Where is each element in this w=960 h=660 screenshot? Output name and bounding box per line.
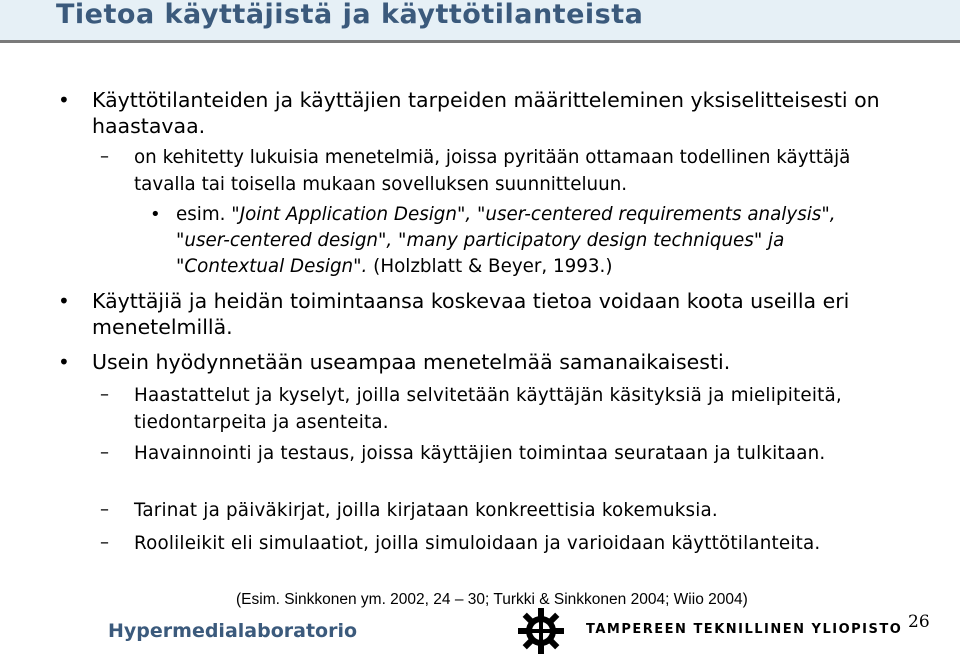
dash-marker: – <box>100 146 109 167</box>
bullet-2: Käyttäjiä ja heidän toimintaansa koskevaa tietoa voidaan koota useilla eri menetelmillä. <box>92 289 850 339</box>
university-name: TAMPEREEN TEKNILLINEN YLIOPISTO <box>586 622 903 637</box>
bullet-1: Käyttötilanteiden ja käyttäjien tarpeiden määritteleminen yksiselitteisesti on haastavaa. <box>92 88 880 138</box>
bullet-3-sub-1: Haastattelut ja kyselyt, joilla selvitetään käyttäjän käsityksiä ja mielipiteitä, tiedontarpeita ja asenteita. <box>134 385 842 433</box>
bullet-1-sub-1: on kehitetty lukuisia menetelmiä, joissa pyritään ottamaan todellinen käyttäjä tavalla tai toisella mukaan sovelluksen suunnitteluun. <box>134 147 851 195</box>
bullet-3: Usein hyödynnetään useampaa menetelmää samanaikaisesti. <box>92 350 731 374</box>
footer-lab-name: Hypermedialaboratorio <box>108 620 358 642</box>
university-logo-icon <box>516 606 566 656</box>
bullet-marker: • <box>58 350 70 374</box>
sub-bullet-marker: • <box>150 204 161 225</box>
example-prefix: esim. <box>176 204 232 225</box>
bullet-3-sub-3: Tarinat ja päiväkirjat, joilla kirjataan konkreettisia kokemuksia. <box>134 500 718 521</box>
page-number: 26 <box>908 612 930 632</box>
title-divider <box>0 40 960 43</box>
bullet-3-sub-2: Havainnointi ja testaus, joissa käyttäjien toimintaa seurataan ja tulkitaan. <box>134 443 826 464</box>
example-reference: (Holzblatt & Beyer, 1993.) <box>367 256 613 277</box>
bullet-3-sub-4: Roolileikit eli simulaatiot, joilla simuloidaan ja varioidaan käyttötilanteita. <box>134 533 821 554</box>
bullet-1-sub-1-example <box>176 202 876 280</box>
dash-marker: – <box>100 532 109 553</box>
citation: (Esim. Sinkkonen ym. 2002, 24 – 30; Turkki & Sinkkonen 2004; Wiio 2004) <box>236 591 748 608</box>
dash-marker: – <box>100 499 109 520</box>
dash-marker: – <box>100 384 109 405</box>
dash-marker: – <box>100 442 109 463</box>
example-methods: "Joint Application Design", "user-centered requirements analysis", "user-centered design", "many participatory design techniques" ja "Contextual Design". <box>176 204 836 277</box>
slide-title: Tietoa käyttäjistä ja käyttötilanteista <box>56 0 644 30</box>
bullet-marker: • <box>58 289 70 313</box>
bullet-marker: • <box>58 88 70 112</box>
